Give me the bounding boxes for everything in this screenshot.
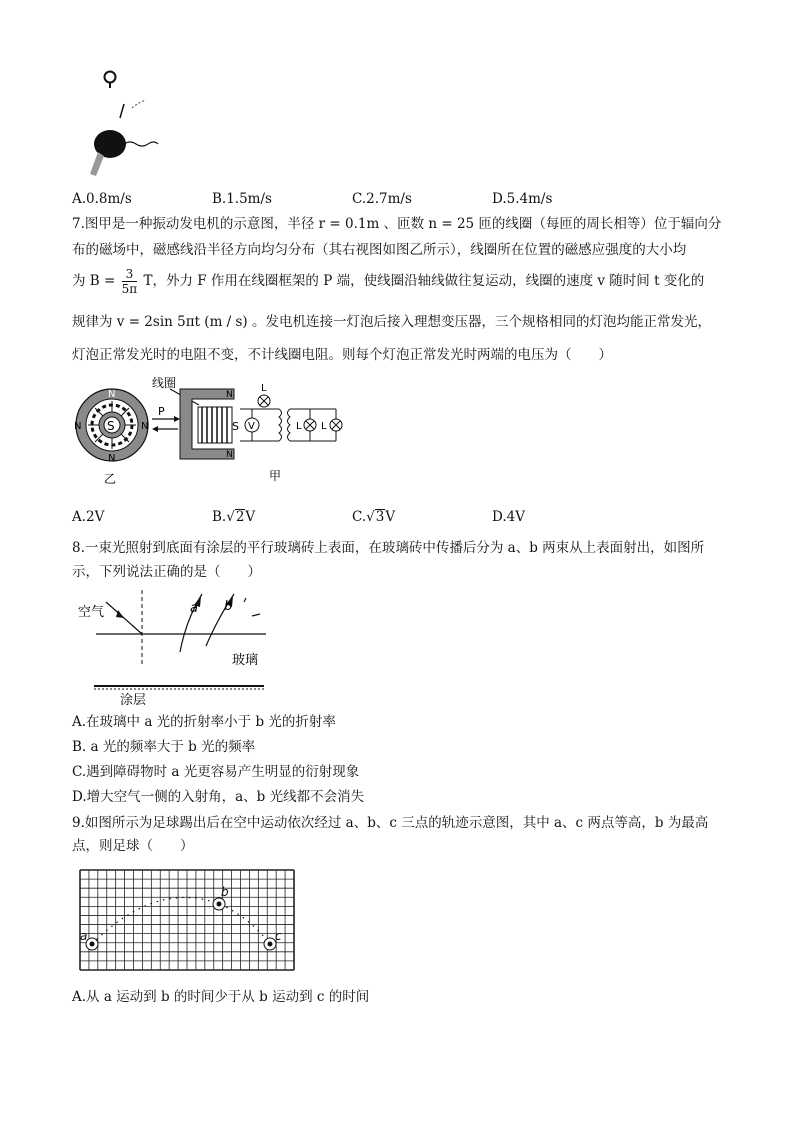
q8-option-a[interactable]: A.在玻璃中 a 光的折射率小于 b 光的折射率 [72, 714, 336, 730]
q9-stem-line1: 9.如图所示为足球踢出后在空中运动依次经过 a、b、c 三点的轨迹示意图，其中 a、c 两点等高，b 为最高 [72, 815, 709, 831]
q7-option-d[interactable]: D.4V [492, 509, 525, 525]
q7-figure-yi [74, 389, 148, 486]
q7-lamp-right-label: L [321, 421, 327, 432]
q7-stem-line4: 规律为 v = 2sin 5πt (m / s) 。发电机连接一灯泡后接入理想变压器，三个规格相同的灯泡均能正常发光， [72, 314, 711, 330]
q7-stem-line3 [72, 266, 722, 296]
q7-lamp-top-label: L [261, 383, 267, 394]
q6-figure [84, 66, 164, 186]
q6-option-b[interactable]: B.1.5m/s [212, 191, 272, 207]
q7-yi-n-bottom: N [108, 453, 116, 464]
q8-ray-a-label: a [190, 601, 198, 616]
q8-air-label: 空气 [78, 605, 105, 620]
q7-jia-s-label: S [232, 420, 239, 433]
q7-p-label: P [158, 405, 165, 418]
q7-option-b-unit: V [245, 509, 256, 525]
q9-label-c: c [275, 929, 282, 943]
q8-stem-line1: 8.一束光照射到底面有涂层的平行玻璃砖上表面，在玻璃砖中传播后分为 a、b 两束从上表面射出，如图所 [72, 540, 705, 556]
q7-option-c-prefix: C. [352, 509, 367, 525]
q6-option-c[interactable]: C.2.7m/s [352, 191, 412, 207]
q8-stem-line2: 示，下列说法正确的是（ ） [72, 564, 261, 580]
q8-figure [76, 588, 276, 708]
q7-yi-n-right: N [141, 421, 149, 432]
q9-figure [78, 868, 298, 974]
q9-option-a[interactable]: A.从 a 运动到 b 的时间少于从 b 运动到 c 的时间 [72, 989, 370, 1005]
q8-ray-b-label: b [224, 599, 233, 614]
q9-ball-b [213, 898, 225, 910]
q9-label-b: b [221, 885, 229, 899]
q7-b-fraction [122, 267, 138, 296]
q7-stem-line1: 7.图甲是一种振动发电机的示意图，半径 r = 0.1m 、匝数 n = 25 匝的线圈（每匝的周长相等）位于辐向分 [72, 216, 722, 232]
q7-b-suffix: T，外力 F 作用在线圈框架的 P 端，使线圈沿轴线做往复运动，线圈的速度 v 随时间 t 变化的 [143, 273, 705, 289]
q7-lamp-mid-label: L [296, 421, 302, 432]
q9-stem-line2: 点，则足球（ ） [72, 838, 194, 854]
q7-b-prefix: 为 B = [72, 273, 116, 289]
q7-frac-den: 5π [121, 282, 138, 296]
q9-grid [80, 870, 294, 970]
q7-frac-num: 3 [122, 267, 138, 282]
q8-option-d[interactable]: D.增大空气一侧的入射角，a、b 光线都不会消失 [72, 789, 365, 805]
q7-option-b-sqrt: √2 [226, 509, 245, 525]
q7-option-c-unit: V [385, 509, 396, 525]
q7-option-c-sqrt: √3 [366, 509, 385, 525]
q7-jia-n-bottom: N [226, 450, 233, 460]
q8-glass-label: 玻璃 [232, 653, 259, 668]
q7-figure [74, 375, 354, 490]
q7-option-c[interactable] [352, 508, 395, 526]
q6-option-d[interactable]: D.5.4m/s [492, 191, 553, 207]
q7-figure-jia [152, 375, 342, 483]
q8-coating-label: 涂层 [120, 693, 147, 708]
q7-jia-caption: 甲 [269, 469, 282, 483]
q7-option-a[interactable]: A.2V [72, 509, 105, 525]
q7-yi-s-label: S [107, 419, 115, 433]
q8-option-b[interactable]: B. a 光的频率大于 b 光的频率 [72, 739, 256, 755]
q6-option-a[interactable]: A.0.8m/s [72, 191, 132, 207]
q9-label-a: a [80, 929, 88, 943]
q7-yi-caption: 乙 [104, 472, 117, 486]
q7-stem-line2: 布的磁场中，磁感线沿半径方向均匀分布（其右视图如图乙所示），线圈所在位置的磁感应强度的大小均 [72, 242, 687, 258]
q7-coil-label: 线圈 [152, 376, 177, 390]
q7-voltmeter-label: V [248, 421, 255, 432]
q7-jia-n-top: N [226, 390, 233, 400]
q8-option-c[interactable]: C.遇到障碍物时 a 光更容易产生明显的衍射现象 [72, 764, 360, 780]
q7-option-b-prefix: B. [212, 509, 227, 525]
q9-ball-a [86, 938, 98, 950]
q7-stem-line5: 灯泡正常发光时的电阻不变，不计线圈电阻。则每个灯泡正常发光时两端的电压为（ ） [72, 347, 612, 363]
q7-yi-n-left: N [74, 421, 82, 432]
q7-yi-n-top: N [108, 389, 116, 400]
q7-option-b[interactable] [212, 508, 255, 526]
